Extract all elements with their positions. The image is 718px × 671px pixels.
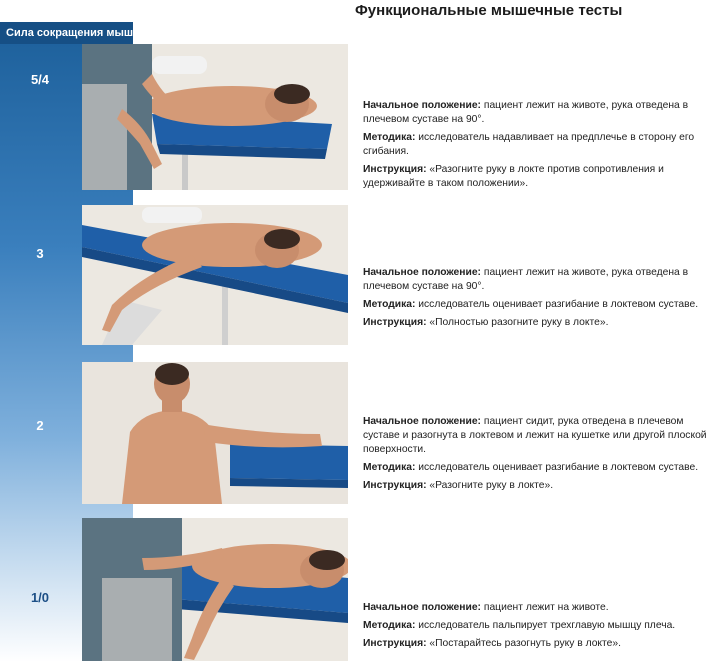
page-title: Функциональные мышечные тесты bbox=[355, 2, 623, 19]
patient-prone-examiner-resisting-photo bbox=[82, 44, 348, 190]
method-label: Методика: bbox=[363, 462, 416, 473]
method-label: Методика: bbox=[363, 620, 416, 631]
position-label: Начальное положение: bbox=[363, 416, 481, 427]
grade-label: 2 bbox=[36, 418, 44, 433]
instruction-label: Инструкция: bbox=[363, 638, 427, 649]
test-description-5-4 bbox=[363, 99, 713, 195]
patient-seated-arm-on-table-photo bbox=[82, 362, 348, 504]
test-description-3 bbox=[363, 266, 713, 334]
instruction-text: «Разогните руку в локте». bbox=[429, 480, 554, 491]
grade-label: 3 bbox=[36, 246, 44, 261]
grade-label: 1/0 bbox=[30, 590, 50, 605]
position-text: пациент сидит, рука отведена в плечевом суставе и разогнута в локтевом и лежит на кушетке или другой плоской поверхности. bbox=[363, 416, 707, 455]
method-label: Методика: bbox=[363, 299, 416, 310]
instruction-text: «Разогните руку в локте против сопротивления и удерживайте в таком положении». bbox=[363, 164, 664, 189]
column-header: Сила сокращения мышц bbox=[0, 22, 133, 44]
method-text: исследователь надавливает на предплечье в сторону его сгибания. bbox=[363, 132, 695, 157]
instruction-text: «Полностью разогните руку в локте». bbox=[429, 317, 609, 328]
instruction-text: «Постарайтесь разогнуть руку в локте». bbox=[429, 638, 621, 649]
position-label: Начальное положение: bbox=[363, 267, 481, 278]
test-description-1-0 bbox=[363, 601, 713, 655]
method-text: исследователь оценивает разгибание в локтевом суставе. bbox=[418, 299, 699, 310]
patient-prone-arm-hanging-photo bbox=[82, 205, 348, 345]
examiner-palpating-triceps-photo bbox=[82, 518, 348, 661]
position-text: пациент лежит на животе. bbox=[483, 602, 609, 613]
instruction-label: Инструкция: bbox=[363, 480, 427, 491]
position-text: пациент лежит на животе, рука отведена в плечевом суставе на 90°. bbox=[363, 100, 689, 125]
method-label: Методика: bbox=[363, 132, 416, 143]
method-text: исследователь пальпирует трехглавую мышцу плеча. bbox=[418, 620, 676, 631]
position-label: Начальное положение: bbox=[363, 602, 481, 613]
position-text: пациент лежит на животе, рука отведена в плечевом суставе на 90°. bbox=[363, 267, 689, 292]
instruction-label: Инструкция: bbox=[363, 164, 427, 175]
position-label: Начальное положение: bbox=[363, 100, 481, 111]
method-text: исследователь оценивает разгибание в локтевом суставе. bbox=[418, 462, 699, 473]
grade-label: 5/4 bbox=[30, 72, 50, 87]
instruction-label: Инструкция: bbox=[363, 317, 427, 328]
test-description-2 bbox=[363, 415, 713, 497]
